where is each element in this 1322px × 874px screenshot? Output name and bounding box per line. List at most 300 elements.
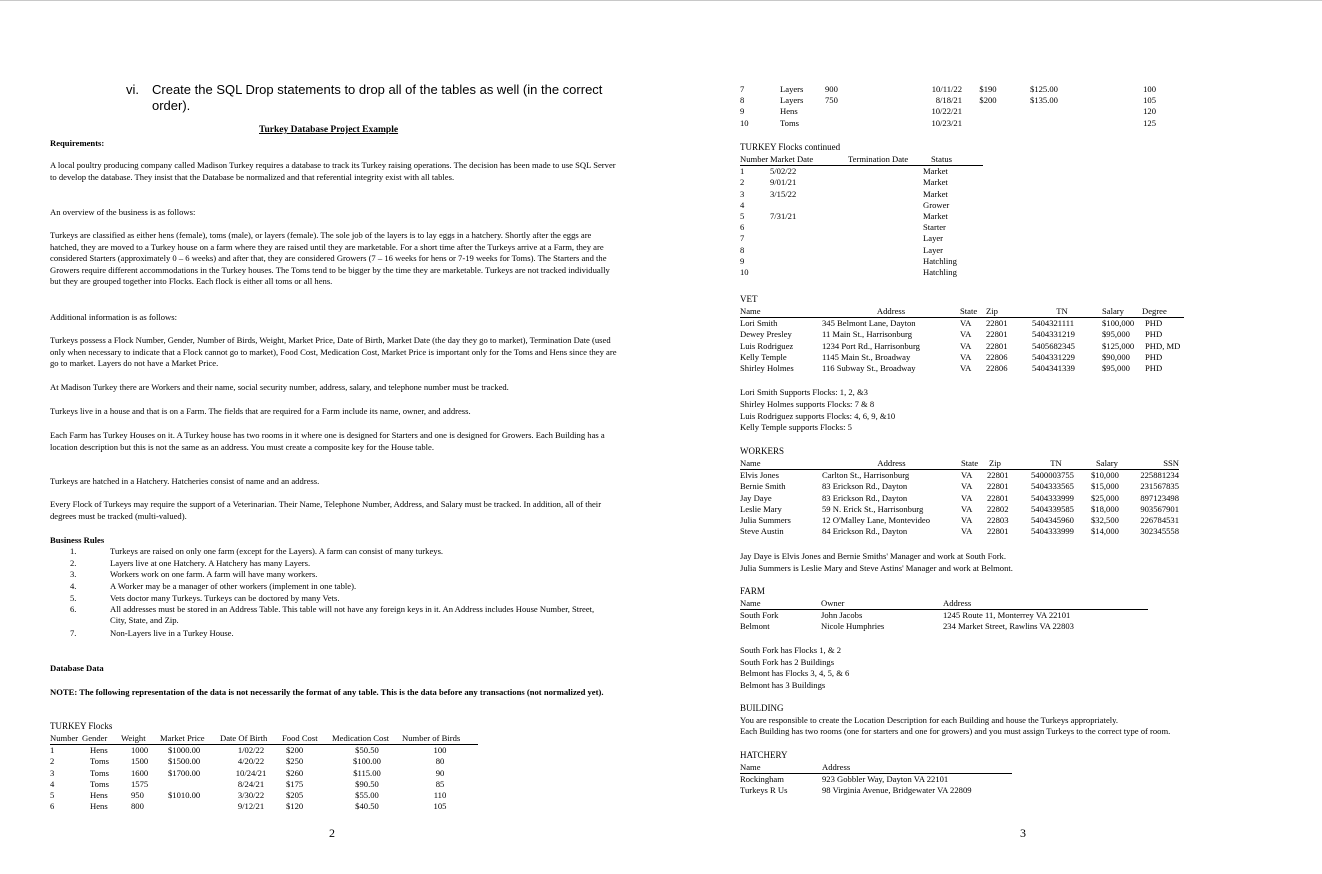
- table-cell: VA: [961, 503, 973, 514]
- table-cell: [770, 200, 828, 211]
- vet-table: [740, 306, 1184, 374]
- paragraph: A local poultry producing company called Madison Turkey requires a database to track its Turkey raising operations. The decision has been made to use SQL Server to develop the database. They insist that the Database be normalized and that referential integrity exist with all tables.: [50, 160, 616, 182]
- table-cell: Market: [923, 211, 948, 222]
- table-cell: $115.00: [353, 767, 381, 778]
- table-cell: 5404331229: [1032, 351, 1075, 362]
- table-cell: 6: [50, 801, 55, 812]
- data-note: NOTE: The following representation of the data is not necessarily the format of any table. This is the data before any transactions (not normalized yet).: [50, 687, 604, 697]
- rule-text: Non-Layers live in a Turkey House.: [110, 628, 234, 638]
- table-cell: Hatchling: [923, 267, 957, 278]
- table-cell: 5: [50, 790, 55, 801]
- column-header: Name: [740, 598, 821, 610]
- table-header-row: [50, 733, 478, 745]
- table-row: [740, 256, 983, 267]
- table-row: [740, 785, 1012, 796]
- table-row: [740, 318, 1184, 330]
- table-cell: $200: [286, 745, 304, 756]
- vet-note: Shirley Holmes supports Flocks: 7 & 8: [740, 399, 875, 409]
- table-cell: 9: [740, 106, 745, 117]
- table-cell: VA: [961, 481, 973, 492]
- table-cell: $95,000: [1102, 329, 1130, 340]
- table-cell: [770, 233, 828, 244]
- column-header: Address: [822, 762, 1012, 774]
- page-3: [661, 0, 1322, 874]
- table-cell: $90.50: [355, 778, 379, 789]
- column-header: Zip: [983, 458, 1025, 470]
- table-cell: John Jacobs: [821, 610, 863, 621]
- table-cell: $55.00: [355, 790, 379, 801]
- column-header: Name: [740, 458, 822, 470]
- table-cell: 22801: [987, 481, 1009, 492]
- table-cell: $200: [979, 95, 997, 106]
- table-row: [740, 118, 1156, 129]
- building-note: Each Building has two rooms (one for starters and one for growers) and you must assign Turkeys to the correct type of room.: [740, 726, 1171, 736]
- table-header-row: [740, 458, 1179, 470]
- table-cell: Hens: [90, 745, 108, 756]
- table-cell: 10: [740, 117, 749, 128]
- table-cell: Steve Austin: [740, 526, 784, 537]
- column-header: Address: [822, 306, 960, 318]
- paragraph: Additional information is as follows:: [50, 312, 177, 322]
- document-title: Turkey Database Project Example: [259, 125, 399, 135]
- table-cell: VA: [961, 526, 973, 537]
- database-data-label: Database Data: [50, 663, 104, 673]
- table-cell: 1245 Route 11, Monterrey VA 22101: [943, 610, 1071, 621]
- table-cell: 800: [131, 801, 144, 812]
- column-header: Address: [822, 458, 961, 470]
- paragraph: An overview of the business is as follows:: [50, 207, 196, 217]
- paragraph: Turkeys are hatched in a Hatchery. Hatcheries consist of name and an address.: [50, 476, 320, 486]
- column-header: Market Price: [160, 733, 220, 745]
- table-cell: VA: [960, 340, 972, 351]
- table-cell: 8/18/21: [935, 95, 962, 106]
- table-cell: 2: [740, 177, 745, 188]
- table-cell: Elvis Jones: [740, 470, 779, 481]
- table-cell: 2: [50, 756, 55, 767]
- rule-text: Vets doctor many Turkeys. Turkeys can be doctored by many Vets.: [110, 593, 340, 603]
- rule-number: 4.: [70, 581, 77, 591]
- rule-number: 2.: [70, 558, 77, 568]
- table-cell: $50.50: [355, 745, 379, 756]
- table-row: [50, 768, 478, 779]
- rule-number: 3.: [70, 569, 77, 579]
- table-cell: VA: [960, 329, 972, 340]
- table-cell: 1/02/22: [237, 745, 265, 756]
- table-cell: 1145 Main St., Broadway: [822, 351, 911, 362]
- table-cell: VA: [961, 492, 973, 503]
- table-cell: 105: [1143, 95, 1156, 106]
- column-header: TN: [1022, 306, 1102, 318]
- table-row: [740, 352, 1184, 363]
- farm-note: Belmont has Flocks 3, 4, 5, & 6: [740, 668, 850, 678]
- table-cell: VA: [960, 318, 972, 329]
- table-cell: [770, 245, 828, 256]
- table-cell: 5404345960: [1031, 515, 1074, 526]
- table-cell: $25,000: [1091, 492, 1119, 503]
- table-cell: 3: [740, 188, 745, 199]
- table-cell: $1700.00: [168, 767, 201, 778]
- table-cell: 5404333565: [1031, 481, 1074, 492]
- table-row: [740, 526, 1179, 537]
- table-cell: Nicole Humphries: [821, 621, 885, 632]
- table-cell: PHD: [1145, 318, 1163, 329]
- table-cell: 10/22/21: [931, 106, 962, 117]
- table-cell: 100: [1143, 84, 1156, 94]
- table-cell: 83 Erickson Rd., Dayton: [822, 492, 908, 503]
- table-cell: [770, 267, 828, 278]
- table-cell: $90,000: [1102, 351, 1130, 362]
- vet-label: VET: [740, 294, 758, 304]
- table-cell: 5404341339: [1032, 363, 1075, 374]
- column-header: Name: [740, 306, 822, 318]
- paragraph: At Madison Turkey there are Workers and their name, social security number, address, salary, and telephone number must be tracked.: [50, 382, 509, 392]
- farm-note: Belmont has 3 Buildings: [740, 680, 826, 690]
- vet-note: Lori Smith Supports Flocks: 1, 2, &3: [740, 387, 868, 397]
- rule-number: 5.: [70, 593, 77, 603]
- table-row: [50, 745, 478, 757]
- table-cell: [905, 84, 925, 95]
- table-row: [740, 329, 1184, 340]
- table-row: [740, 177, 983, 188]
- table-cell: Dewey Presley: [740, 329, 792, 340]
- hatchery-label: HATCHERY: [740, 750, 788, 760]
- table-cell: Market: [923, 166, 948, 177]
- column-header: Gender: [82, 733, 121, 745]
- paragraph: Turkeys are classified as either hens (female), toms (male), or layers (female). The sole job of the layers is to lay eggs in a hatchery. Shortly after the eggs are hatched, they are moved to a Turkey house on a farm where they are raised until they are marketable. For a short time after the Turkeys arrive at a Farm, they are considered Starters (approximately 0 – 6 weeks) and after that, they are considered Growers (7 – 16 weeks for hens or 7-19 weeks for Toms). The Starters and the Growers require different accommodations in the Turkey houses. The Toms tend to be bigger by the time they are marketable. Turkeys are not tracked individually but they are grouped together into Flocks. Each flock is either all toms or all hens.: [50, 230, 610, 287]
- table-row: [740, 341, 1184, 352]
- table-cell: [828, 222, 923, 233]
- table-cell: 12 O'Malley Lane, Montevideo: [822, 515, 930, 526]
- page-number: 3: [1020, 826, 1026, 840]
- paragraph: Turkeys live in a house and that is on a Farm. The fields that are required for a Farm include its name, owner, and address.: [50, 406, 471, 416]
- table-cell: Layer: [923, 233, 944, 244]
- workers-note: Jay Daye is Elvis Jones and Bernie Smiths' Manager and work at South Fork.: [740, 551, 1007, 561]
- table-cell: [828, 245, 923, 256]
- table-cell: 345 Belmont Lane, Dayton: [822, 318, 916, 329]
- table-cell: 9/12/21: [237, 801, 265, 812]
- table-cell: 5400003755: [1031, 470, 1074, 481]
- table-header-row: [740, 762, 1012, 774]
- table-row: [740, 106, 1156, 117]
- table-cell: Market: [923, 177, 948, 188]
- table-cell: Hens: [90, 790, 108, 801]
- table-cell: [962, 118, 1014, 129]
- table-cell: $120: [286, 801, 304, 812]
- rule-text: Workers work on one farm. A farm will have many workers.: [110, 569, 318, 579]
- flocks-table: [50, 733, 478, 812]
- table-cell: PHD, MD: [1145, 340, 1181, 351]
- table-cell: 22801: [986, 340, 1008, 351]
- table-header-row: [740, 154, 983, 166]
- table-cell: 225881234: [1140, 470, 1179, 481]
- table-cell: $15,000: [1091, 481, 1119, 492]
- rule-number: 1.: [70, 546, 77, 556]
- table-cell: [828, 189, 923, 200]
- table-cell: $18,000: [1091, 503, 1119, 514]
- table-row: [50, 779, 478, 790]
- table-cell: 105: [433, 801, 447, 812]
- table-cell: [828, 233, 923, 244]
- table-cell: 923 Gobbler Way, Dayton VA 22101: [822, 774, 949, 785]
- table-cell: 80: [435, 756, 445, 767]
- table-cell: [825, 106, 905, 117]
- table-cell: $1500.00: [168, 756, 201, 767]
- table-cell: Bernie Smith: [740, 481, 786, 492]
- column-header: Number: [740, 154, 769, 164]
- table-cell: $1010.00: [168, 790, 201, 801]
- table-cell: PHD: [1145, 329, 1163, 340]
- table-row: [740, 267, 983, 278]
- table-cell: 4: [740, 199, 745, 210]
- table-cell: 7: [740, 84, 745, 94]
- table-cell: 10: [740, 267, 749, 278]
- table-cell: PHD: [1145, 363, 1163, 374]
- table-cell: $205: [286, 790, 304, 801]
- table-cell: 4/20/22: [237, 756, 265, 767]
- paragraph: Every Flock of Turkeys may require the support of a Veterinarian. Their Name, Telephone Number, Address, and Salary must be tracked. In addition, all of their degrees must be tracked (multi-valued).: [50, 499, 602, 521]
- table-row: [740, 470, 1179, 482]
- table-row: [740, 189, 983, 200]
- table-cell: 1575: [131, 778, 149, 789]
- table-cell: South Fork: [740, 610, 779, 621]
- table-row: [740, 515, 1179, 526]
- table-row: [740, 493, 1179, 504]
- rule-text: Layers live at one Hatchery. A Hatchery has many Layers.: [110, 558, 311, 568]
- table-cell: Starter: [923, 222, 946, 233]
- paragraph: Turkeys possess a Flock Number, Gender, Number of Birds, Weight, Market Price, Date of Birth, Market Date (the day they go to market), Termination Date (used only when necessary to indicate that a Flock cannot go to market), Food Cost, Medication Cost, Market Price is important only for the Toms and Hens since they are go to market. Layers do not have a Market Price.: [50, 335, 617, 369]
- table-cell: 5: [740, 211, 745, 222]
- table-cell: [905, 106, 925, 117]
- table-row: [740, 621, 1148, 632]
- paragraph: Each Farm has Turkey Houses on it. A Turkey house has two rooms in it where one is designed for Starters and one is designed for Growers. Each Building has a location description but this is not the same as an address. You must create a composite key for the House table.: [50, 430, 605, 452]
- table-cell: [828, 166, 923, 178]
- table-cell: [1014, 118, 1074, 129]
- table-cell: 6: [740, 222, 745, 233]
- table-cell: 8: [740, 95, 745, 106]
- table-cell: 8: [740, 244, 745, 255]
- table-cell: [828, 177, 923, 188]
- table-cell: 22803: [987, 515, 1009, 526]
- table-cell: 5/02/22: [770, 166, 797, 177]
- table-cell: 1500: [131, 756, 149, 767]
- table-row: [50, 801, 478, 812]
- table-cell: 98 Virginia Avenue, Bridgewater VA 22809: [822, 785, 972, 796]
- table-row: [740, 211, 983, 222]
- table-cell: 900: [825, 84, 838, 94]
- table-row: [740, 166, 983, 178]
- table-cell: Hatchling: [923, 255, 957, 266]
- table-cell: Rockingham: [740, 774, 784, 785]
- column-header: Medication Cost: [332, 733, 402, 745]
- hatchery-table: [740, 762, 1012, 797]
- table-cell: Shirley Holmes: [740, 363, 794, 374]
- table-cell: Jay Daye: [740, 492, 772, 503]
- table-cell: 5405682345: [1032, 340, 1075, 351]
- rule-number: 6.: [70, 604, 77, 614]
- table-cell: 1: [740, 166, 745, 177]
- table-cell: Lori Smith: [740, 318, 778, 329]
- table-cell: 5404333999: [1031, 526, 1074, 537]
- table-cell: 1000: [131, 745, 149, 756]
- farm-note: South Fork has Flocks 1, & 2: [740, 645, 841, 655]
- table-cell: VA: [960, 351, 972, 362]
- column-header: Termination Date: [828, 154, 923, 166]
- table-cell: 897123498: [1140, 492, 1179, 503]
- table-cell: 10/23/21: [931, 117, 962, 128]
- workers-note: Julia Summers is Leslie Mary and Steve Astins' Manager and work at Belmont.: [740, 563, 1013, 573]
- table-cell: $10,000: [1091, 470, 1119, 481]
- flocks-continued-rows: [740, 84, 1156, 129]
- table-row: [740, 245, 983, 256]
- table-cell: 3: [50, 767, 55, 778]
- step-text: Create the SQL Drop statements to drop all of the tables as well (in the correct order).: [152, 82, 603, 113]
- table-cell: 22801: [987, 470, 1009, 481]
- table-cell: 22801: [986, 329, 1008, 340]
- table-cell: Layer: [923, 244, 944, 255]
- table-cell: VA: [961, 470, 973, 481]
- table-cell: 22801: [987, 492, 1009, 503]
- table-row: [50, 790, 478, 801]
- table-cell: Kelly Temple: [740, 351, 787, 362]
- table-cell: 950: [131, 790, 144, 801]
- table-cell: [160, 801, 220, 812]
- table-cell: 10/24/21: [235, 767, 267, 778]
- table-cell: 22802: [987, 503, 1009, 514]
- column-header: Status: [923, 154, 983, 166]
- table-cell: 11 Main St., Harrisonburg: [822, 329, 912, 340]
- table-cell: Leslie Mary: [740, 503, 782, 514]
- table-cell: Layers: [780, 84, 804, 94]
- rule-text: All addresses must be stored in an Address Table. This table will not have any foreign keys in it. An Address includes House Number, Street, City, State, and Zip.: [110, 604, 595, 626]
- table-cell: 110: [433, 790, 447, 801]
- rule-text: A Worker may be a manager of other workers (implement in one table).: [110, 581, 357, 591]
- table-cell: $100.00: [353, 756, 381, 767]
- table-cell: [828, 267, 923, 278]
- table-cell: Market: [923, 188, 948, 199]
- step-number: vi.: [126, 82, 139, 97]
- table-cell: 10/11/22: [931, 84, 962, 94]
- column-header: Degree: [1142, 306, 1184, 318]
- table-cell: 125: [1143, 117, 1156, 128]
- table-cell: Toms: [90, 767, 109, 778]
- table-cell: Hens: [90, 801, 108, 812]
- table-cell: 84 Erickson Rd., Dayton: [822, 526, 908, 537]
- table-cell: 302345558: [1140, 526, 1179, 537]
- table-cell: Layers: [780, 95, 804, 106]
- table-row: [740, 84, 1156, 95]
- table-cell: [770, 256, 828, 267]
- table-cell: Toms: [90, 778, 109, 789]
- table-cell: 7/31/21: [770, 211, 797, 222]
- table-cell: 120: [1143, 106, 1156, 117]
- table-cell: Turkeys R Us: [740, 785, 788, 796]
- table-row: [740, 200, 983, 211]
- column-header: Salary: [1102, 306, 1142, 318]
- farm-note: South Fork has 2 Buildings: [740, 657, 835, 667]
- table-cell: Julia Summers: [740, 515, 791, 526]
- table-cell: [962, 106, 1014, 117]
- table-cell: $95,000: [1102, 363, 1130, 374]
- table-cell: 9/01/21: [770, 177, 797, 188]
- table-cell: 5404331219: [1032, 329, 1075, 340]
- workers-label: WORKERS: [740, 446, 785, 456]
- column-header: Number of Birds: [402, 733, 478, 745]
- table-row: [740, 610, 1148, 622]
- farm-table: [740, 598, 1148, 633]
- table-cell: 5404339585: [1031, 503, 1074, 514]
- vet-note: Luis Rodriguez supports Flocks: 4, 6, 9, &10: [740, 411, 896, 421]
- table-cell: $135.00: [1030, 95, 1058, 106]
- table-cell: 85: [435, 778, 445, 789]
- column-header: Number: [50, 733, 82, 745]
- column-header: Market Date: [770, 154, 828, 166]
- column-header: Date Of Birth: [220, 733, 282, 745]
- workers-table: [740, 458, 1179, 537]
- flocks-label: TURKEY Flocks: [50, 721, 113, 731]
- table-row: [740, 222, 983, 233]
- column-header: Food Cost: [282, 733, 332, 745]
- table-cell: 22806: [986, 363, 1008, 374]
- flocks-continued-table: [740, 154, 983, 278]
- table-cell: $100,000: [1102, 318, 1135, 329]
- table-cell: 1234 Port Rd., Harrisonburg: [822, 340, 920, 351]
- table-row: [740, 233, 983, 244]
- table-cell: 59 N. Erick St., Harrisonburg: [822, 503, 924, 514]
- requirements-label: Requirements:: [50, 138, 105, 148]
- business-rules-label: Business Rules: [50, 535, 105, 545]
- table-cell: 1600: [131, 767, 149, 778]
- table-cell: [160, 779, 220, 790]
- table-cell: 3/15/22: [770, 188, 797, 199]
- table-cell: [828, 200, 923, 211]
- table-cell: 83 Erickson Rd., Dayton: [822, 481, 908, 492]
- flocks-continued-label: TURKEY Flocks continued: [740, 142, 841, 152]
- table-cell: 903567901: [1140, 503, 1179, 514]
- table-cell: [828, 211, 923, 222]
- table-cell: $190: [979, 84, 997, 94]
- table-header-row: [740, 306, 1184, 318]
- table-cell: $1000.00: [168, 745, 201, 756]
- table-cell: $175: [286, 778, 304, 789]
- table-cell: 100: [433, 745, 447, 756]
- table-cell: [905, 118, 925, 129]
- table-cell: [1014, 106, 1074, 117]
- column-header: TN: [1025, 458, 1087, 470]
- table-cell: 5404321111: [1032, 318, 1075, 329]
- table-cell: [825, 118, 905, 129]
- building-label: BUILDING: [740, 703, 784, 713]
- table-cell: [770, 222, 828, 233]
- table-cell: 116 Subway St., Broadway: [822, 363, 916, 374]
- table-cell: 5404333999: [1031, 492, 1074, 503]
- rule-number: 7.: [70, 628, 77, 638]
- vet-note: Kelly Temple supports Flocks: 5: [740, 422, 852, 432]
- table-cell: 22801: [987, 526, 1009, 537]
- table-cell: 22801: [986, 318, 1008, 329]
- table-cell: 3/30/22: [237, 790, 265, 801]
- table-cell: $14,000: [1091, 526, 1119, 537]
- table-row: [740, 481, 1179, 492]
- table-cell: 8/24/21: [237, 778, 265, 789]
- table-header-row: [740, 598, 1148, 610]
- table-cell: 22806: [986, 351, 1008, 362]
- table-cell: $125,000: [1102, 340, 1135, 351]
- column-header: State: [961, 458, 983, 470]
- table-cell: 234 Market Street, Rawlins VA 22803: [943, 621, 1074, 632]
- farm-label: FARM: [740, 586, 765, 596]
- column-header: Owner: [821, 598, 943, 610]
- column-header: State: [960, 306, 982, 318]
